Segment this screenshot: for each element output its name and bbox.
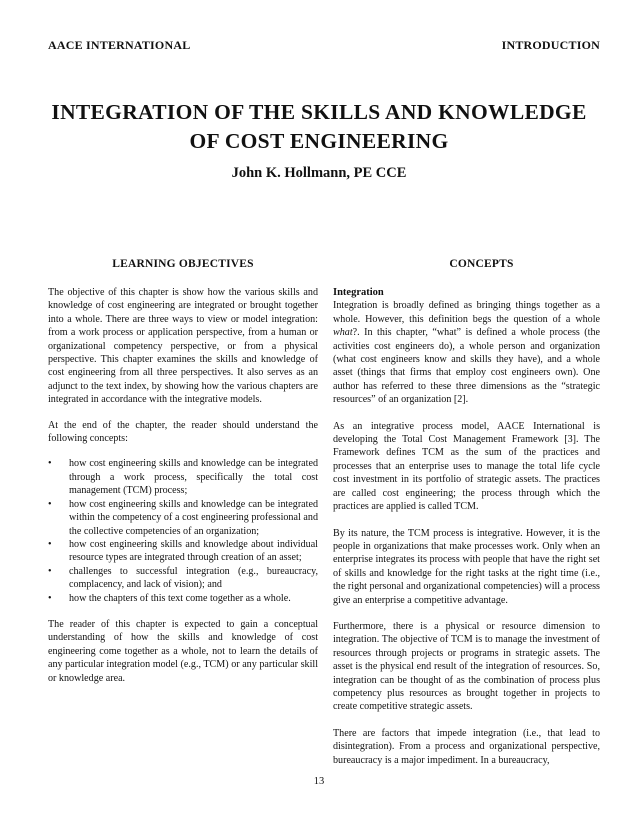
bullet-marker: • xyxy=(48,538,52,550)
concepts-paragraph-1 xyxy=(333,299,600,406)
objectives-paragraph-1: The objective of this chapter is show how the various skills and knowledge of cost engineering are integrated or brought together into a whole. There are three ways to view or model integration: from a work process or application perspective, from a human or organizational competency perspective, or from a physical perspective. This chapter examines the skills and knowledge of cost engineering from all three perspectives. It also serves as an adjunct to the text index, by showing how the various chapters are integrated in accordance with the integrative models. xyxy=(48,287,318,406)
bullet-item xyxy=(48,498,318,538)
left-column xyxy=(48,258,318,697)
page-number: 13 xyxy=(313,776,325,787)
bullet-text: how cost engineering skills and knowledge can be integrated through a work process, specifically the total cost management (TCM) process; xyxy=(69,458,318,497)
concepts-paragraph-4: Furthermore, there is a physical or resource dimension to integration. The objective of TCM is to manage the investment of resources through projects or programs in strategic assets. The asset is the physical end result of the integration of resources. So, integration can be thought of as the combination of process plus competency plus resources as brought together in projects to create competitive strategic assets. xyxy=(333,620,600,713)
integration-subheading: Integration xyxy=(333,287,384,298)
bullet-text: how cost engineering skills and knowledge can be integrated within the competency of a cost engineering professional and the collective competencies of an organization; xyxy=(69,498,318,537)
concepts-heading: CONCEPTS xyxy=(449,258,514,270)
chapter-title xyxy=(40,98,598,156)
bullet-item xyxy=(48,565,318,592)
concepts-bullet-list xyxy=(48,457,318,604)
chapter-title-line-1: INTEGRATION OF THE SKILLS AND KNOWLEDGE xyxy=(51,100,587,124)
concepts-paragraph-2: As an integrative process model, AACE International is developing the Total Cost Management Framework [3]. The Framework defines TCM as the sum of the practices and processes that an enterprise uses to manage the total life cycle cost investment in its portfolio of strategic assets. The practices are called cost engineering; the process through which the practices are applied is called TCM. xyxy=(333,420,600,513)
running-header-right: INTRODUCTION xyxy=(501,38,600,52)
bullet-item xyxy=(48,592,318,605)
bullet-text: challenges to successful integration (e.g., bureaucracy, complacency, and lack of vision); and xyxy=(69,565,318,591)
bullet-text: how cost engineering skills and knowledge about individual resource types are integrated through creation of an asset; xyxy=(69,538,318,564)
right-column xyxy=(333,258,600,780)
bullet-marker: • xyxy=(48,498,52,510)
paragraph-text: Integration is broadly defined as bringing things together as a whole. However, this definition begs the question of a whole xyxy=(333,300,600,325)
paragraph-text: ?. In this chapter, “what” is defined a whole process (the activities cost engineers do), a whole person and organization (what cost engineers know and skills they have), and a whole asset (things that firms that employ cost engineers own). One author has referred to these three dimensions as the “strategic resources” of an organization [2]. xyxy=(333,327,600,406)
author-name: John K. Hollmann, PE CCE xyxy=(231,165,407,181)
concepts-paragraph-5: There are factors that impede integration (i.e., that lead to disintegration). From a process and organizational perspective, bureaucracy is a major impediment. In a bureaucracy, xyxy=(333,727,600,766)
bullet-marker: • xyxy=(48,565,52,577)
learning-objectives-heading: LEARNING OBJECTIVES xyxy=(112,258,254,270)
bullet-marker: • xyxy=(48,592,52,604)
italic-word: what xyxy=(333,327,353,339)
running-header-left: AACE INTERNATIONAL xyxy=(48,38,191,52)
objectives-paragraph-3: The reader of this chapter is expected to gain a conceptual understanding of how the skills and knowledge of cost engineering come together as a whole, not to learn the details of any particular integration model (e.g., TCM) or any particular skill or knowledge area. xyxy=(48,618,318,684)
objectives-paragraph-2: At the end of the chapter, the reader should understand the following concepts: xyxy=(48,419,318,445)
bullet-item xyxy=(48,457,318,497)
concepts-paragraph-3: By its nature, the TCM process is integrative. However, it is the people in organizations that make processes work. Only when an enterprise integrates its process with people that have the right set of skills and knowledge for the right tasks at the right time (i.e., the right personal and organizational competencies) will a process give an enterprise a competitive advantage. xyxy=(333,527,600,606)
bullet-marker: • xyxy=(48,458,52,470)
bullet-text: how the chapters of this text come together as a whole. xyxy=(69,592,291,604)
chapter-title-line-2: OF COST ENGINEERING xyxy=(189,129,449,153)
bullet-item xyxy=(48,538,318,565)
